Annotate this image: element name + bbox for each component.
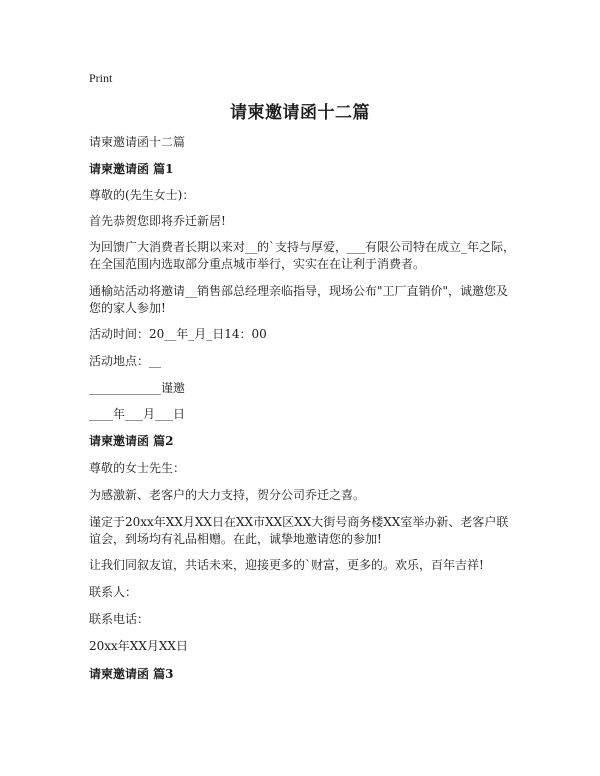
section2-heading: 请柬邀请函 篇2 xyxy=(89,434,174,448)
section1-paragraph-2: 通榆站活动将邀请__销售部总经理亲临指导，现场公布"工厂直销价"，诚邀您及您的家人参加! xyxy=(89,284,509,315)
section3-heading: 请柬邀请函 篇3 xyxy=(89,667,174,681)
section1-signature: ____________谨邀 xyxy=(89,381,186,395)
section1-paragraph-1: 为回馈广大消费者长期以来对__的`支持与厚爱，___有限公司特在成立_年之际，在全国范围内选取部分重点城市举行，实实在在让利于消费者。 xyxy=(89,240,516,271)
section2-contact-person: 联系人： xyxy=(89,585,138,599)
section2-greeting: 尊敬的女士先生： xyxy=(89,461,186,475)
document-title: 请柬邀请函十二篇 xyxy=(230,103,370,123)
section1-heading: 请柬邀请函 篇1 xyxy=(89,162,174,176)
section2-paragraph-2: 谨定于20xx年XX月XX日在XX市XX区XX大街号商务楼XX室举办新、老客户联谊会，到场均有礼品相赠。在此，诚挚地邀请您的参加! xyxy=(89,515,509,546)
section1-event-time: 活动时间：20__年_月_日14：00 xyxy=(89,327,267,341)
section1-greeting: 尊敬的(先生女士)： xyxy=(89,188,195,202)
section1-congrats: 首先恭贺您即将乔迁新居! xyxy=(89,214,226,228)
section1-date: ____年___月___日 xyxy=(89,407,186,421)
section1-event-place: 活动地点：__ xyxy=(89,354,162,368)
section2-paragraph-3: 让我们同叙友谊，共话未来，迎接更多的`财富，更多的。欢乐，百年吉祥! xyxy=(89,558,484,572)
document-subtitle: 请柬邀请函十二篇 xyxy=(89,135,186,149)
section2-date: 20xx年XX月XX日 xyxy=(89,639,188,653)
print-label: Print xyxy=(89,71,113,85)
section2-contact-phone: 联系电话： xyxy=(89,612,150,626)
section2-paragraph-1: 为感激新、老客户的大力支持，贺分公司乔迁之喜。 xyxy=(89,488,366,502)
